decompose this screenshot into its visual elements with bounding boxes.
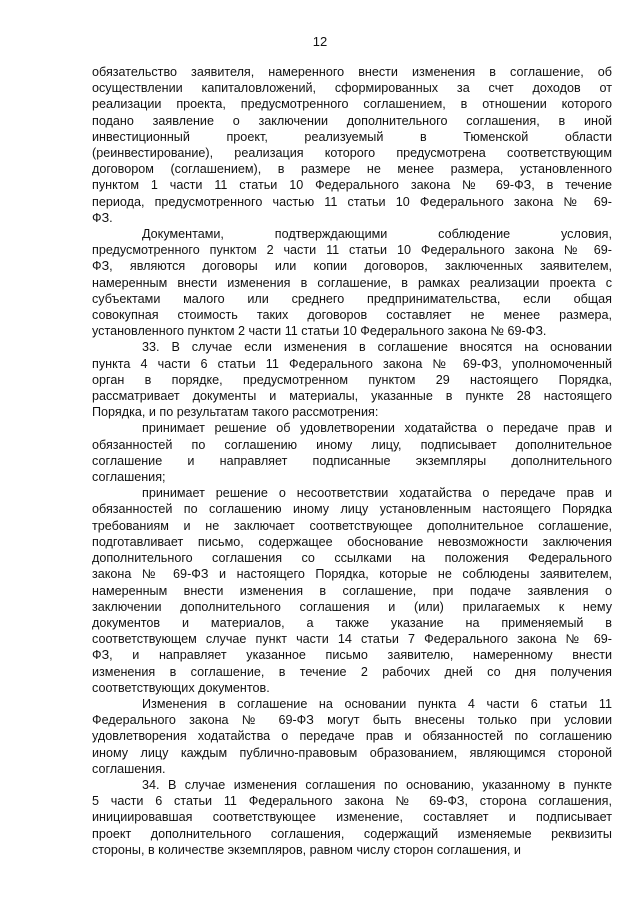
text-line: соглашения; [92, 470, 166, 485]
text-line: инвестиционный проект, реализуемый в Тюменской области [92, 129, 612, 144]
text-line: намеренным внести изменения в соглашение, при подаче заявления о [92, 583, 612, 598]
text-line: подано заявление о заключении дополнительного соглашения, в иной [92, 113, 612, 128]
text-line: обязанностей по соглашению иному лицу установленным настоящего Порядка [92, 502, 612, 517]
text-line: Изменения в соглашение на основании пункта 4 части 6 статьи 11 [142, 696, 612, 711]
paragraph-item-33 [92, 339, 612, 420]
text-line: заключении дополнительного соглашения и (или) прилагаемых к нему [92, 599, 612, 614]
paragraph-continuation [92, 64, 612, 226]
text-line: дополнительного соглашения со ссылками на положения Федерального [92, 551, 612, 566]
text-line: ФЗ. [92, 210, 113, 225]
paragraph-item-34 [92, 777, 612, 858]
text-line: намеренным внести изменения в соглашение, в рамках реализации проекта с [92, 275, 612, 290]
text-line: реализации проекта, предусмотренного соглашением, в отношении которого [92, 97, 612, 112]
text-line: договором (соглашением), в размере не менее размера, установленного [92, 162, 612, 177]
text-line: обязательство заявителя, намеренного внести изменения в соглашение, об [92, 65, 612, 79]
text-line: предусмотренного пунктом 2 части 11 статьи 10 Федерального закона № 69- [92, 243, 612, 258]
text-line: принимает решение о несоответствии ходатайства о передаче прав и [142, 486, 612, 501]
text-line: орган в порядке, предусмотренном пунктом 29 настоящего Порядка, [92, 372, 612, 387]
text-line: закона № 69-ФЗ и настоящего Порядка, которые не соблюдены заявителем, [92, 567, 612, 582]
text-line: 5 части 6 статьи 11 Федерального закона № 69-ФЗ, сторона соглашения, [92, 794, 612, 809]
text-line: изменения в соглашение, в течение 2 рабочих дней со дня получения [92, 664, 612, 679]
paragraph-item-33-reject [92, 485, 612, 696]
text-line: иному лицу каждым публично-правовым образованием, являющимся стороной [92, 745, 612, 760]
text-line: (реинвестирование), реализация которого предусмотрена соответствующим [92, 146, 612, 161]
paragraph-item-33-changes [92, 696, 612, 777]
text-line: 34. В случае изменения соглашения по основанию, указанному в пункте [142, 777, 612, 792]
text-line: совокупная стоимость таких договоров составляет не менее размера, [92, 308, 612, 323]
text-line: подготавливает письмо, содержащее обоснование невозможности заключения [92, 534, 612, 549]
text-line: соответствующем случае пункт части 14 статьи 7 Федерального закона № 69- [92, 632, 612, 647]
text-line: соглашение и направляет подписанные экземпляры дополнительного [92, 453, 612, 468]
page-number: 12 [312, 34, 328, 49]
text-line: проект дополнительного соглашения, содержащий изменяемые реквизиты [92, 826, 612, 841]
text-line: инициировавшая соответствующее изменение, составляет и подписывает [92, 810, 612, 825]
text-line: 33. В случае если изменения в соглашение вносятся на основании [142, 340, 612, 355]
document-body [92, 64, 612, 858]
text-line: удовлетворения ходатайства о передаче прав и обязанностей по соглашению [92, 729, 612, 744]
text-line: обязанностей по соглашению иному лицу, подписывает дополнительное [92, 437, 612, 452]
text-line: осуществлении капиталовложений, сформированных за счет доходов от [92, 81, 612, 96]
text-line: документов и материалов, а также указание на применяемый в [92, 615, 612, 630]
text-line: соглашения. [92, 761, 166, 776]
text-line: периода, предусмотренного частью 11 статьи 10 Федерального закона № 69- [92, 194, 612, 209]
paragraph-documents-confirming [92, 226, 612, 339]
text-line: Федерального закона № 69-ФЗ могут быть внесены только при условии [92, 713, 612, 728]
text-line: субъектами малого или среднего предпринимательства, если общая [92, 291, 612, 306]
text-line: Документами, подтверждающими соблюдение условия, [142, 227, 612, 242]
text-line: ФЗ, являются договоры или копии договоров, заключенных заявителем, [92, 259, 612, 274]
text-line: пункта 4 части 6 статьи 11 Федерального закона № 69-ФЗ, уполномоченный [92, 356, 612, 371]
text-line: рассматривает документы и материалы, указанные в пункте 28 настоящего [92, 389, 612, 404]
text-line: стороны, в количестве экземпляров, равном числу сторон соглашения, и [92, 842, 521, 857]
paragraph-item-33-accept [92, 420, 612, 485]
text-line: требованиям и не заключает соответствующее дополнительное соглашение, [92, 518, 612, 533]
text-line: установленного пунктом 2 части 11 статьи 10 Федерального закона № 69-ФЗ. [92, 324, 547, 339]
text-line: Порядка, и по результатам такого рассмотрения: [92, 405, 379, 420]
text-line: ФЗ, и направляет указанное письмо заявителю, намеренному внести [92, 648, 612, 663]
text-line: принимает решение об удовлетворении ходатайства о передаче прав и [142, 421, 612, 436]
text-line: пунктом 1 части 11 статьи 10 Федерального закона № 69-ФЗ, в течение [92, 178, 612, 193]
text-line: соответствующих документов. [92, 680, 270, 695]
